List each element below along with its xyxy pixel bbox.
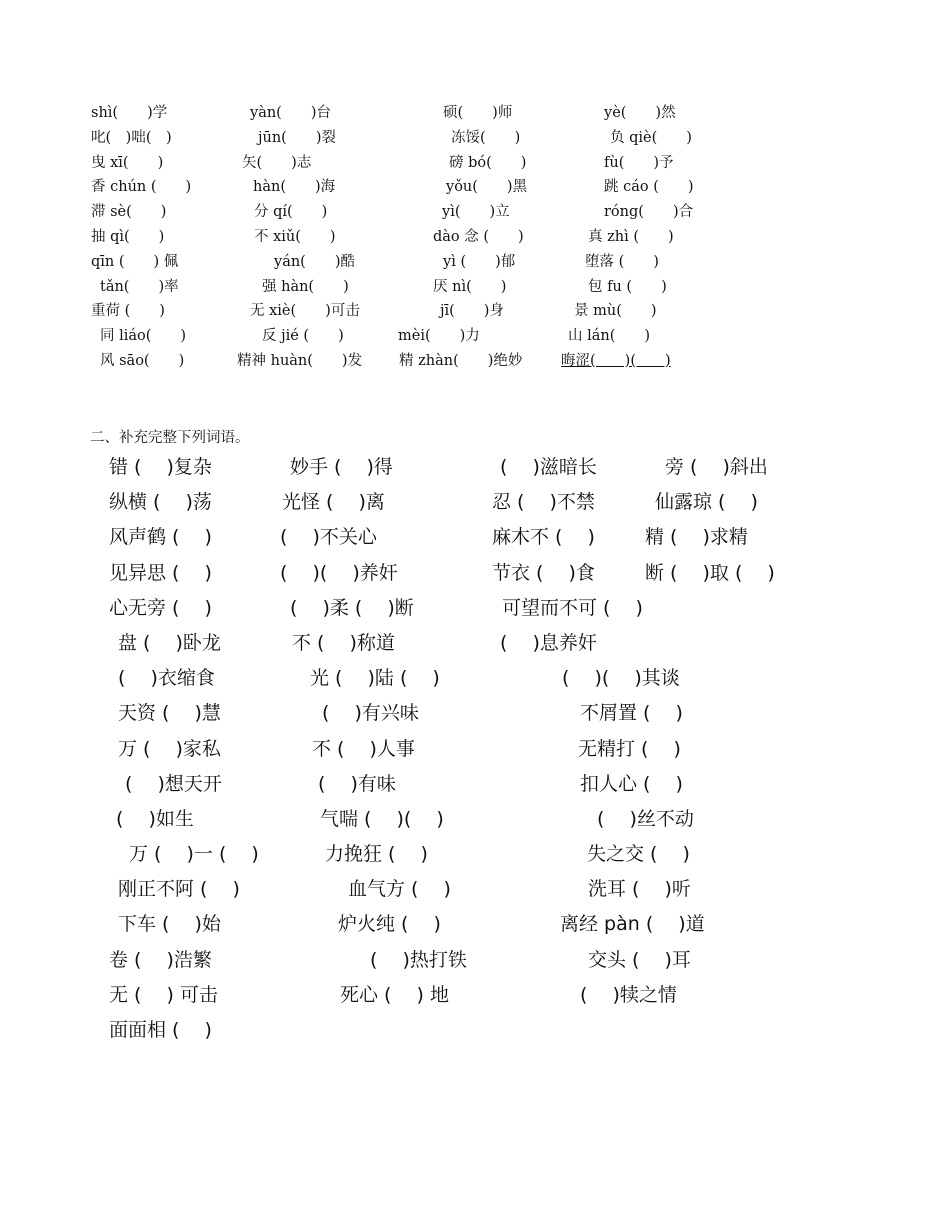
- idiom-item: 刚正不阿 ( ): [118, 878, 240, 901]
- exercise-row: [88, 349, 808, 374]
- idiom-item: 心无旁 ( ): [109, 596, 212, 619]
- idiom-item: 仙露琼 ( ): [655, 491, 758, 514]
- idiom-row: [0, 591, 950, 626]
- exercise-item: 堕落 ( ): [585, 253, 659, 270]
- exercise-item: 冻馁( ): [451, 129, 521, 146]
- idiom-item: 不 ( )称道: [292, 631, 395, 654]
- exercise-item: 硕( )师: [443, 105, 513, 121]
- idiom-row: [0, 732, 950, 767]
- idiom-item: ( )有味: [318, 772, 396, 795]
- exercise-item: hàn( )海: [253, 179, 336, 196]
- idiom-item: 下车 ( )始: [118, 913, 221, 936]
- exercise-item: jūn( )裂: [258, 129, 336, 146]
- exercise-item: jī( )身: [440, 303, 504, 320]
- exercise-item: 滞 sè( ): [91, 204, 167, 221]
- idiom-item: 节衣 ( )食: [492, 561, 595, 584]
- exercise-row: [88, 299, 808, 324]
- idiom-item: ( )不关心: [280, 526, 377, 549]
- idiom-item: ( )柔 ( )断: [290, 596, 414, 619]
- exercise-item: róng( )合: [604, 204, 694, 221]
- exercise-item: yè( )然: [604, 105, 676, 121]
- idiom-item: 光怪 ( )离: [282, 491, 385, 514]
- exercise-item: 精 zhàn( )绝妙: [399, 352, 523, 369]
- idiom-item: 死心 ( ) 地: [340, 983, 449, 1006]
- exercise-item: 反 jié ( ): [262, 328, 344, 345]
- idiom-item: 麻木不 ( ): [492, 526, 595, 549]
- exercise-item: 山 lán( ): [568, 328, 651, 345]
- exercise-item: 分 qí( ): [254, 204, 328, 221]
- idiom-item: 力挽狂 ( ): [325, 843, 428, 866]
- idiom-row: [0, 485, 950, 520]
- exercise-item: 叱( )咄( ): [91, 129, 172, 146]
- idiom-row: [0, 802, 950, 837]
- exercise-item: 强 hàn( ): [262, 278, 349, 295]
- exercise-row: [88, 275, 808, 300]
- exercise-item: 香 chún ( ): [91, 179, 192, 196]
- exercise-row: [88, 250, 808, 275]
- exercise-item: yì( )立: [442, 204, 510, 221]
- idiom-item: 精 ( )求精: [645, 526, 748, 549]
- exercise-row: [88, 151, 808, 176]
- exercise-item: 曳 xī( ): [91, 154, 164, 171]
- exercise-item: 包 fu ( ): [588, 278, 667, 295]
- exercise-item: 抽 qì( ): [91, 228, 165, 245]
- idiom-item: ( )有兴味: [322, 702, 419, 725]
- exercise-item: 磅 bó( ): [449, 154, 527, 171]
- exercise-item: qīn ( ) 佩: [91, 253, 179, 270]
- idiom-item: 失之交 ( ): [587, 843, 690, 866]
- idiom-item: 不屑置 ( ): [580, 702, 683, 725]
- idiom-row: [0, 520, 950, 555]
- exercise-item: 无 xiè( )可击: [250, 303, 360, 320]
- idiom-item: 纵横 ( )荡: [109, 491, 212, 514]
- idiom-row: [0, 978, 950, 1013]
- idiom-row: [0, 661, 950, 696]
- idiom-item: ( )热打铁: [370, 948, 467, 971]
- exercise-row: [88, 225, 808, 250]
- section-heading: 二、补充完整下列词语。: [90, 430, 250, 446]
- idiom-item: 风声鹤 ( ): [109, 526, 212, 549]
- idiom-row: [0, 907, 950, 942]
- exercise-item: yǒu( )黑: [446, 179, 528, 196]
- exercise-item: 风 sāo( ): [100, 352, 185, 369]
- idiom-row: [0, 696, 950, 731]
- exercise-item: shì( )学: [91, 105, 168, 121]
- pinyin-exercise-section: [88, 101, 808, 374]
- exercise-item: 精神 huàn( )发: [237, 352, 363, 369]
- idiom-item: 可望而不可 ( ): [502, 596, 643, 619]
- exercise-item: mèi( )力: [398, 328, 480, 345]
- idiom-item: ( )滋暗长: [500, 456, 597, 478]
- exercise-item: yì ( )郁: [443, 253, 516, 270]
- exercise-item: 负 qiè( ): [610, 129, 692, 146]
- idiom-row: [0, 556, 950, 591]
- idiom-item: ( )( )其谈: [562, 667, 680, 690]
- idiom-item: ( )想天开: [125, 772, 222, 795]
- idiom-item: 盘 ( )卧龙: [118, 631, 221, 654]
- idiom-item: 旁 ( )斜出: [665, 456, 768, 478]
- exercise-item: 晦涩( )( ): [561, 352, 671, 369]
- idiom-completion-section: [0, 450, 950, 1048]
- idiom-item: 妙手 ( )得: [290, 456, 393, 478]
- exercise-item: yàn( )台: [250, 105, 331, 121]
- idiom-item: 无 ( ) 可击: [109, 983, 218, 1006]
- idiom-item: 天资 ( )慧: [118, 702, 221, 725]
- idiom-item: 炉火纯 ( ): [338, 913, 441, 936]
- idiom-row: [0, 450, 950, 485]
- idiom-item: 扣人心 ( ): [580, 772, 683, 795]
- idiom-row: [0, 872, 950, 907]
- idiom-item: 忍 ( )不禁: [492, 491, 595, 514]
- idiom-row: [0, 837, 950, 872]
- exercise-item: 景 mù( ): [574, 303, 657, 320]
- idiom-item: ( )息养奸: [500, 631, 597, 654]
- exercise-item: dào 念 ( ): [433, 228, 524, 245]
- idiom-item: 卷 ( )浩繁: [109, 948, 212, 971]
- exercise-item: 厌 nì( ): [433, 278, 507, 295]
- idiom-item: 错 ( )复杂: [109, 456, 212, 478]
- exercise-row: [88, 101, 808, 126]
- exercise-row: [88, 126, 808, 151]
- idiom-item: ( )衣缩食: [118, 667, 215, 690]
- exercise-item: 不 xiǔ( ): [254, 228, 336, 245]
- idiom-item: 无精打 ( ): [578, 737, 681, 760]
- idiom-item: 万 ( )家私: [118, 737, 221, 760]
- idiom-item: ( )犊之情: [580, 983, 677, 1006]
- exercise-row: [88, 324, 808, 349]
- idiom-row: [0, 626, 950, 661]
- exercise-item: fù( )予: [604, 154, 674, 171]
- idiom-item: 断 ( )取 ( ): [645, 561, 775, 584]
- idiom-row: [0, 767, 950, 802]
- idiom-item: ( )( )养奸: [280, 561, 398, 584]
- idiom-item: 万 ( )一 ( ): [129, 843, 259, 866]
- idiom-item: 不 ( )人事: [312, 737, 415, 760]
- idiom-item: ( )如生: [116, 807, 194, 830]
- exercise-item: yán( )酷: [274, 253, 355, 270]
- exercise-item: 真 zhì ( ): [588, 228, 674, 245]
- exercise-item: 矢( )志: [242, 154, 312, 171]
- idiom-row: [0, 943, 950, 978]
- idiom-item: 气喘 ( )( ): [320, 807, 444, 830]
- exercise-item: 重荷 ( ): [91, 303, 165, 320]
- idiom-row: [0, 1013, 950, 1048]
- idiom-item: 面面相 ( ): [109, 1019, 212, 1041]
- idiom-item: 交头 ( )耳: [588, 948, 691, 971]
- idiom-item: 见异思 ( ): [109, 561, 212, 584]
- exercise-item: 同 liáo( ): [100, 328, 187, 345]
- idiom-item: 离经 pàn ( )道: [560, 913, 705, 936]
- idiom-item: ( )丝不动: [597, 807, 694, 830]
- exercise-item: tǎn( )率: [100, 278, 179, 295]
- exercise-row: [88, 175, 808, 200]
- exercise-row: [88, 200, 808, 225]
- idiom-item: 光 ( )陆 ( ): [310, 667, 440, 690]
- exercise-item: 跳 cáo ( ): [604, 179, 694, 196]
- idiom-item: 洗耳 ( )听: [588, 878, 691, 901]
- idiom-item: 血气方 ( ): [348, 878, 451, 901]
